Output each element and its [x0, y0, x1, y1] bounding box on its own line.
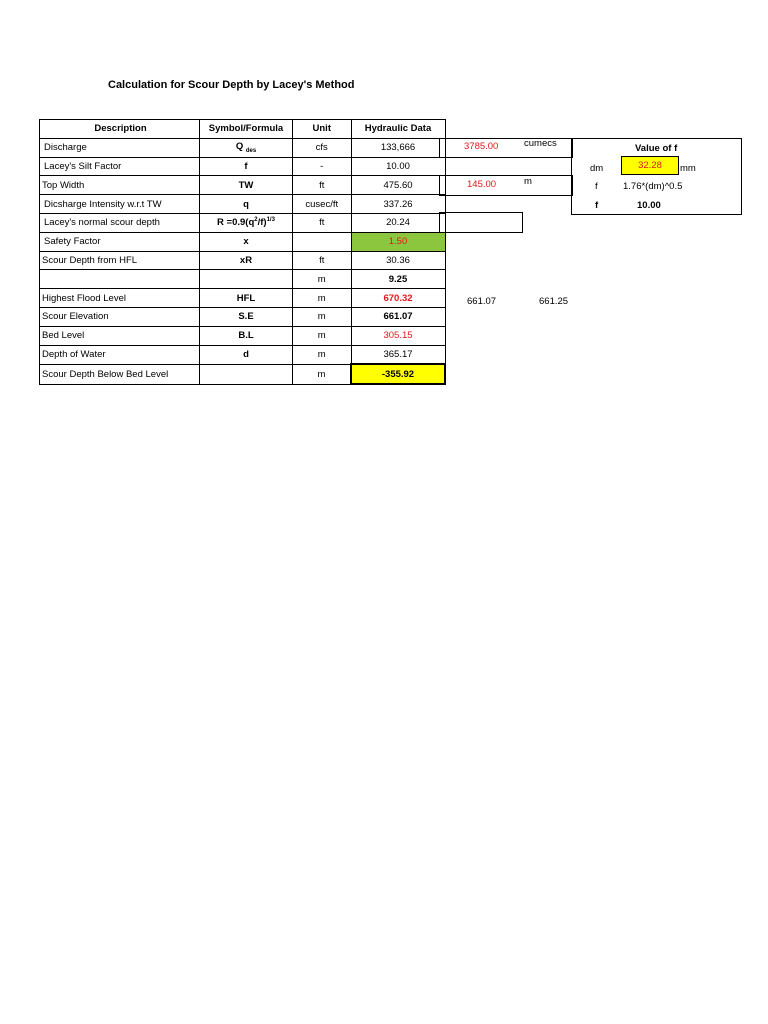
f-formula: 1.76*(dm)^0.5 [623, 181, 683, 192]
row-value[interactable]: 10.00 [351, 157, 445, 176]
table-row [40, 326, 446, 345]
hfl-extra-value-1: 661.07 [467, 296, 497, 307]
row-symbol[interactable]: HFL [200, 289, 293, 308]
top-width-m-cell[interactable] [439, 175, 573, 196]
row-description[interactable]: Scour Elevation [40, 307, 200, 326]
row-unit[interactable] [293, 232, 352, 251]
row-symbol[interactable]: d [200, 345, 293, 364]
row-description[interactable]: Scour Depth Below Bed Level [40, 364, 200, 384]
row-unit[interactable]: ft [293, 251, 352, 270]
table-row [40, 270, 446, 289]
row-unit[interactable]: cusec/ft [293, 195, 352, 214]
row-symbol[interactable]: S.E [200, 307, 293, 326]
row-symbol[interactable] [200, 138, 293, 157]
row-description[interactable]: Depth of Water [40, 345, 200, 364]
header-symbol[interactable]: Symbol/Formula [200, 120, 293, 139]
row-value[interactable]: 9.25 [351, 270, 445, 289]
row-description[interactable]: Safety Factor [40, 232, 200, 251]
row-description[interactable]: Dicsharge Intensity w.r.t TW [40, 195, 200, 214]
row-description[interactable]: Lacey's Silt Factor [40, 157, 200, 176]
row-unit[interactable]: - [293, 157, 352, 176]
row-symbol[interactable]: xR [200, 251, 293, 270]
row-value[interactable]: 133,666 [351, 138, 445, 157]
scour-depth-empty-cell[interactable] [439, 212, 523, 233]
row-unit[interactable]: m [293, 270, 352, 289]
row-symbol[interactable] [200, 270, 293, 289]
table-row [40, 345, 446, 364]
row-value[interactable]: 475.60 [351, 176, 445, 195]
symbol-subscript: des [245, 148, 257, 155]
header-hydraulic-data[interactable]: Hydraulic Data [351, 120, 445, 139]
row-description[interactable]: Scour Depth from HFL [40, 251, 200, 270]
table-row [40, 213, 446, 232]
row-value-safety-factor[interactable]: 1.50 [351, 232, 445, 251]
top-width-m-unit: m [524, 176, 532, 187]
row-description[interactable]: Lacey's normal scour depth [40, 213, 200, 232]
header-unit[interactable]: Unit [293, 120, 352, 139]
row-unit[interactable]: m [293, 345, 352, 364]
formula-sup-1: 2 [254, 217, 258, 224]
row-unit[interactable]: m [293, 364, 352, 384]
row-description[interactable]: Discharge [40, 138, 200, 157]
row-description[interactable]: Top Width [40, 176, 200, 195]
row-symbol[interactable] [200, 213, 293, 232]
row-unit[interactable]: m [293, 307, 352, 326]
row-unit[interactable]: ft [293, 213, 352, 232]
dm-label: dm [590, 163, 604, 174]
formula-main: R =0.9(q [217, 217, 255, 229]
row-description[interactable]: Highest Flood Level [40, 289, 200, 308]
table-header-row [40, 120, 446, 139]
table-row [40, 195, 446, 214]
row-description[interactable]: Bed Level [40, 326, 200, 345]
row-value[interactable]: 30.36 [351, 251, 445, 270]
f-result-value: 10.00 [637, 200, 661, 211]
row-value[interactable]: 337.26 [351, 195, 445, 214]
row-value[interactable]: 365.17 [351, 345, 445, 364]
table-row [40, 307, 446, 326]
row-unit[interactable]: cfs [293, 138, 352, 157]
table-row [40, 176, 446, 195]
row-symbol[interactable]: x [200, 232, 293, 251]
table-row [40, 232, 446, 251]
sheet-title: Calculation for Scour Depth by Lacey's Method [108, 79, 355, 91]
dm-input[interactable]: 32.28 [621, 156, 679, 175]
row-unit[interactable]: m [293, 326, 352, 345]
row-value[interactable]: 20.24 [351, 213, 445, 232]
table-row [40, 251, 446, 270]
table-row [40, 157, 446, 176]
table-row [40, 289, 446, 308]
symbol-main: Q [235, 141, 244, 153]
row-unit[interactable]: ft [293, 176, 352, 195]
row-symbol[interactable]: B.L [200, 326, 293, 345]
row-unit[interactable]: m [293, 289, 352, 308]
table-row [40, 364, 446, 384]
row-value-scour-below-bed[interactable]: -355.92 [351, 364, 445, 384]
hfl-extra-value-2: 661.25 [539, 296, 569, 307]
row-value-bed-level[interactable]: 305.15 [351, 326, 445, 345]
discharge-cumecs-unit: cumecs [524, 138, 557, 149]
row-value-hfl[interactable]: 670.32 [351, 289, 445, 308]
row-symbol[interactable] [200, 364, 293, 384]
dm-unit: mm [680, 163, 696, 174]
row-symbol[interactable]: f [200, 157, 293, 176]
row-description[interactable] [40, 270, 200, 289]
discharge-cumecs-value: 3785.00 [464, 141, 499, 152]
formula-mid: /f) [257, 217, 267, 229]
row-value[interactable]: 661.07 [351, 307, 445, 326]
f-label: f [595, 181, 598, 192]
f-result-label: f [595, 200, 599, 211]
row-symbol[interactable]: TW [200, 176, 293, 195]
table-row [40, 138, 446, 157]
formula-sup-2: 1/3 [266, 217, 275, 224]
top-width-m-value: 145.00 [467, 179, 497, 190]
header-description[interactable]: Description [40, 120, 200, 139]
value-of-f-heading: Value of f [635, 143, 678, 154]
row-symbol[interactable]: q [200, 195, 293, 214]
scour-depth-table [39, 119, 446, 385]
